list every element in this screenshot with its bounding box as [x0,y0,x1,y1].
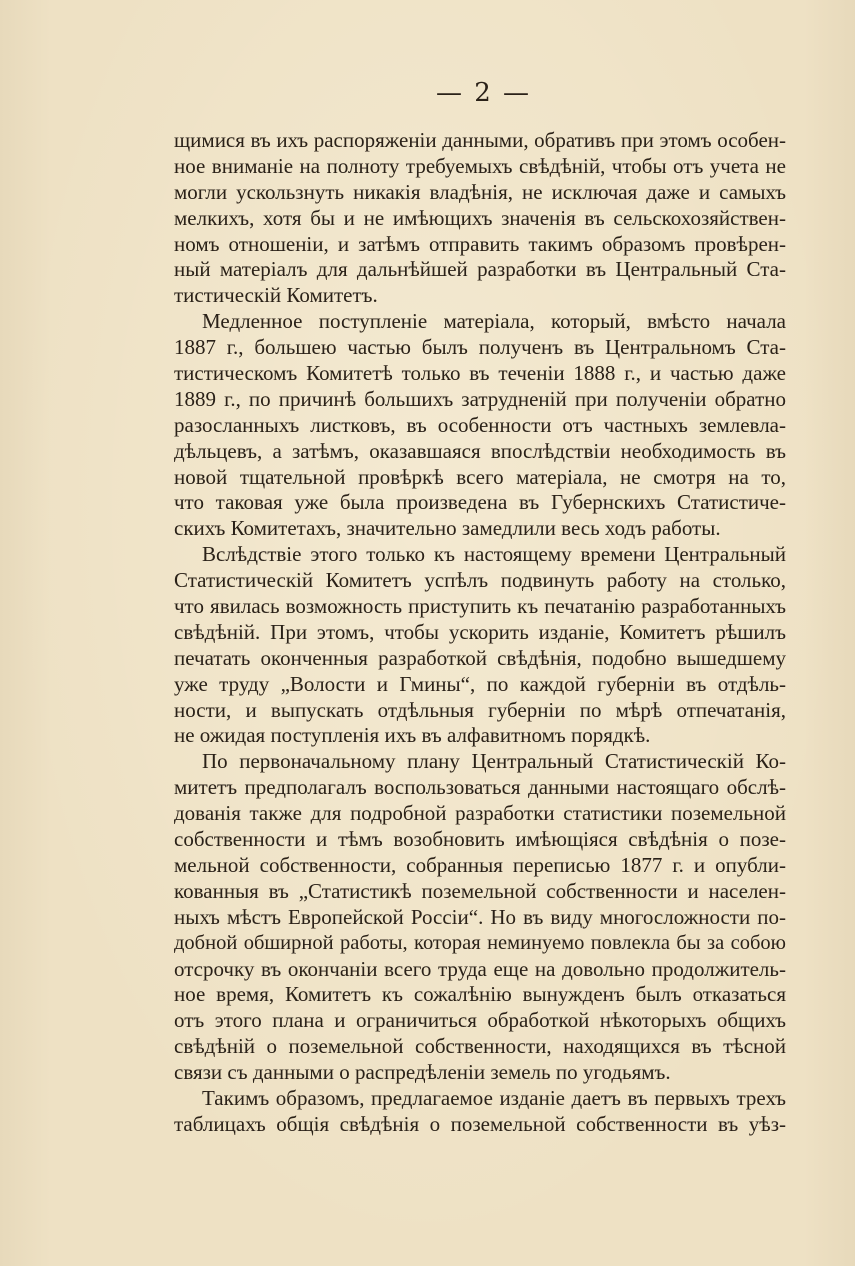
body-text [174,128,786,1138]
text-line: Статистическій Комитетъ успѣлъ подвинуть работу на столько, [174,568,786,593]
text-line: отсрочку въ окончаніи всего труда еще на довольно продолжитель- [174,956,786,981]
paragraph [174,1086,786,1138]
text-line: ности, и выпускать отдѣльныя губерніи по мѣрѣ отпечатанія, [174,697,786,722]
paragraph [174,128,786,309]
text-line: не ожидая поступленія ихъ въ алфавитномъ порядкѣ. [174,723,651,748]
text-line: ное вниманіе на полноту требуемыхъ свѣдѣній, чтобы отъ учета не [174,153,786,178]
paragraph [174,542,786,749]
paragraph [174,309,786,542]
text-line: ныхъ мѣстъ Европейской Россіи“. Но въ виду многосложности по- [174,904,786,929]
text-line: Медленное поступленіе матеріала, который, вмѣсто начала [202,309,786,334]
text-line: тистическомъ Комитетѣ только въ теченіи 1888 г., и частью даже [174,361,786,386]
text-line: печатать оконченныя разработкой свѣдѣнія, подобно вышедшему [174,645,786,670]
text-line: добной обширной работы, которая неминуемо повлекла бы за собою [174,931,786,954]
text-line: мелкихъ, хотя бы и не имѣющихъ значенія въ сельскохозяйствен- [174,205,786,230]
text-line: свѣдѣній о поземельной собственности, находящихся въ тѣсной [174,1034,786,1059]
text-line: новой тщательной провѣркѣ всего матеріала, не смотря на то, [174,464,786,489]
text-line: митетъ предполагалъ воспользоваться данными настоящаго обслѣ- [174,775,786,800]
text-line: 1887 г., большею частью былъ полученъ въ Центральномъ Ста- [174,335,786,360]
text-line: кованныя въ „Статистикѣ поземельной собственности и населен- [174,878,786,903]
text-line: мельной собственности, собранныя переписью 1877 г. и опубли- [174,852,786,877]
text-line: ное время, Комитетъ къ сожалѣнію вынужденъ былъ отказаться [174,982,786,1007]
text-line: разосланныхъ листковъ, въ особенности отъ частныхъ землевла- [174,412,786,437]
paragraph [174,749,786,1086]
text-line: что таковая уже была произведена въ Губернскихъ Статистиче- [174,490,786,515]
text-line: Вслѣдствіе этого только къ настоящему времени Центральный [202,542,786,567]
text-line: дѣльцевъ, а затѣмъ, оказавшаяся впослѣдствіи необходимость въ [174,438,786,463]
text-line: что явилась возможность приступить къ печатанію разработанныхъ [174,594,786,619]
text-line: тистическій Комитетъ. [174,283,378,308]
text-line: свѣдѣній. При этомъ, чтобы ускорить изданіе, Комитетъ рѣшилъ [174,619,786,644]
text-line: уже труду „Волости и Гмины“, по каждой губерніи въ отдѣль- [174,671,786,696]
text-line: дованія также для подробной разработки статистики поземельной [174,801,786,826]
text-line: Такимъ образомъ, предлагаемое изданіе даетъ въ первыхъ трехъ [202,1085,786,1110]
text-line: скихъ Комитетахъ, значительно замедлили весь ходъ работы. [174,516,721,541]
text-line: отъ этого плана и ограничиться обработкой нѣкоторыхъ общихъ [174,1008,786,1033]
page-number: — 2 — [435,78,532,108]
text-line: 1889 г., по причинѣ большихъ затрудненій при полученіи обратно [174,386,786,411]
text-line: могли ускользнуть никакія владѣнія, не исключая даже и самыхъ [174,179,786,204]
text-line: связи съ данными о распредѣленіи земель по угодьямъ. [174,1060,671,1085]
text-line: собственности и тѣмъ возобновить имѣющіяся свѣдѣнія о позе- [174,827,786,852]
text-line: ный матеріалъ для дальнѣйшей разработки въ Центральный Ста- [174,257,786,282]
text-line: щимися въ ихъ распоряженіи данными, обративъ при этомъ особен- [174,128,786,152]
text-line: таблицахъ общія свѣдѣнія о поземельной собственности въ уѣз- [174,1111,786,1136]
text-line: номъ отношеніи, и затѣмъ отправить такимъ образомъ провѣрен- [174,231,786,256]
text-line: По первоначальному плану Центральный Статистическій Ко- [202,749,786,774]
